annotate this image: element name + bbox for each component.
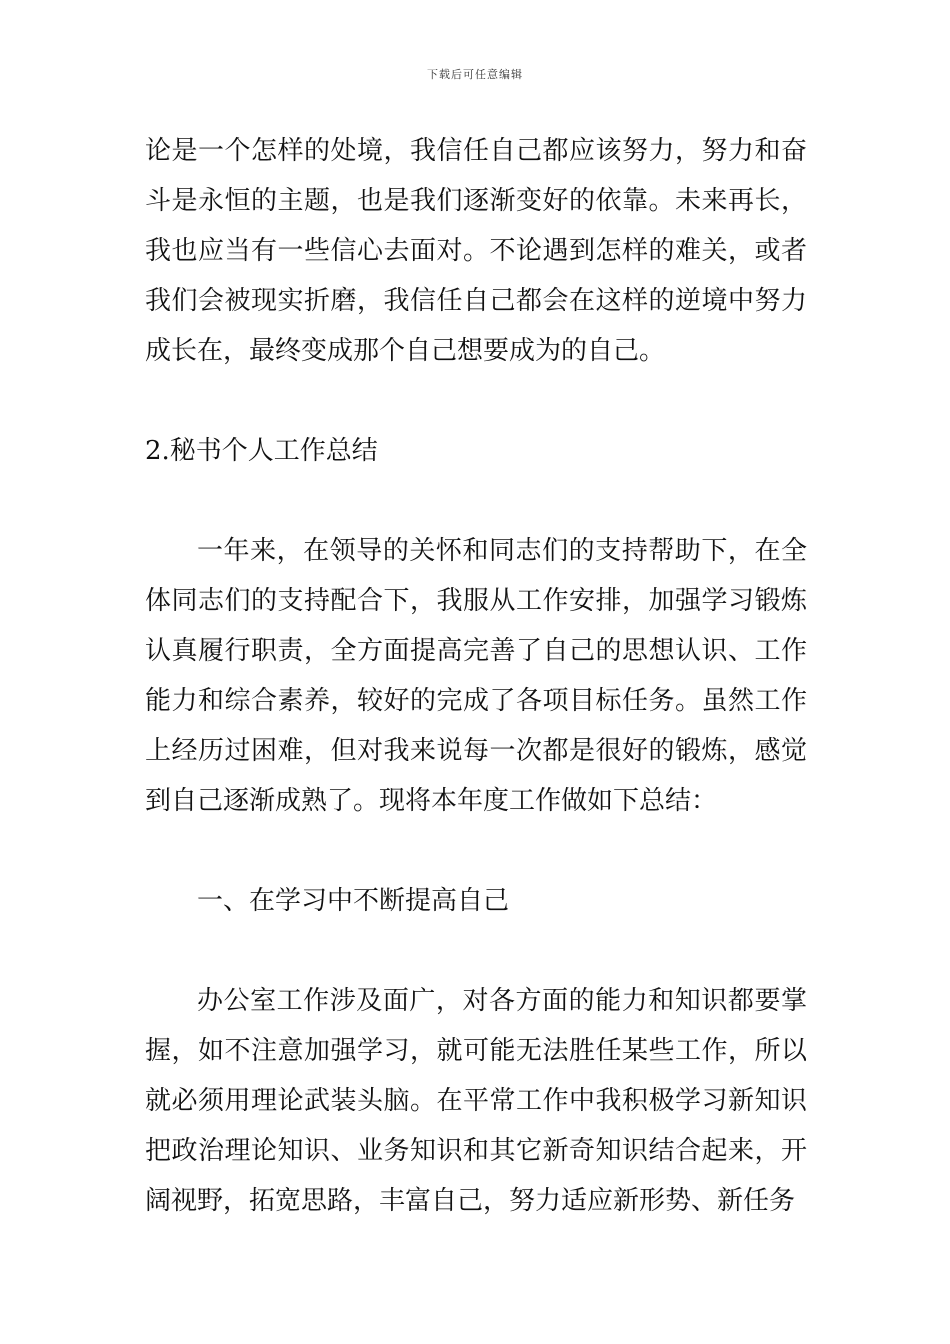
document-body bbox=[145, 126, 807, 1226]
paragraph-gap bbox=[145, 376, 807, 426]
header-note: 下载后可任意编辑 bbox=[427, 68, 523, 81]
paragraph-study: 办公室工作涉及面广，对各方面的能力和知识都要掌握，如不注意加强学习，就可能无法胜任某些工作，所以就必须用理论武装头脑。在平常工作中我积极学习新知识把政治理论知识、业务知识和其它新奇知识结合起来，开阔视野，拓宽思路，丰富自己，努力适应新形势、新任务 bbox=[145, 986, 807, 1216]
paragraph-continuation: 论是一个怎样的处境，我信任自己都应该努力，努力和奋斗是永恒的主题，也是我们逐渐变好的依靠。未来再长，我也应当有一些信心去面对。不论遇到怎样的难关，或者我们会被现实折磨，我信任自己都会在这样的逆境中努力成长在，最终变成那个自己想要成为的自己。 bbox=[145, 136, 807, 366]
paragraph-gap bbox=[145, 826, 807, 876]
sub-heading: 一、在学习中不断提高自己 bbox=[197, 886, 510, 916]
section-title: 2.秘书个人工作总结 bbox=[145, 436, 378, 466]
paragraph-summary-intro: 一年来，在领导的关怀和同志们的支持帮助下，在全体同志们的支持配合下，我服从工作安排，加强学习锻炼认真履行职责，全方面提高完善了自己的思想认识、工作能力和综合素养，较好的完成了各项目标任务。虽然工作上经历过困难，但对我来说每一次都是很好的锻炼，感觉到自己逐渐成熟了。现将本年度工作做如下总结： bbox=[145, 536, 807, 816]
paragraph-gap bbox=[145, 476, 807, 526]
paragraph-gap bbox=[145, 926, 807, 976]
